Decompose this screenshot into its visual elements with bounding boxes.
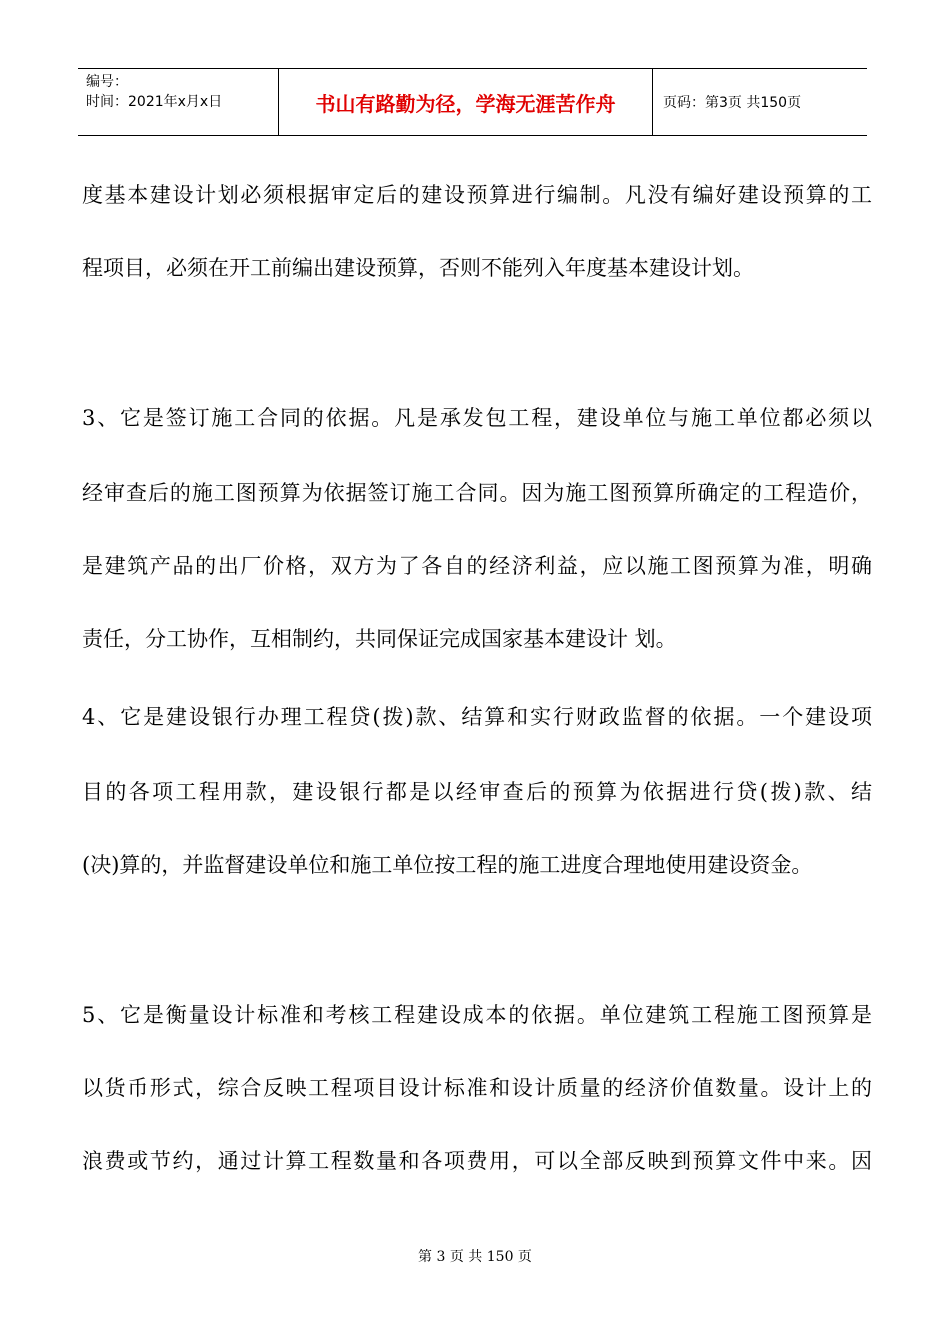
header-motto: 书山有路勤为径，学海无涯苦作舟 [279, 69, 653, 135]
page-footer: 第 3 页 共 150 页 [418, 1249, 532, 1265]
header-meta [78, 69, 279, 135]
number-label: 编号： [86, 74, 128, 90]
text-line: 以货币形式，综合反映工程项目设计标准和设计质量的经济价值数量。设计上的 [82, 1076, 872, 1100]
text-line: 责任，分工协作，互相制约，共同保证完成国家基本建设计 划。 [82, 627, 677, 651]
page-header [78, 68, 867, 136]
paragraph-3 [82, 705, 872, 878]
text-line: 3、它是签订施工合同的依据。凡是承发包工程，建设单位与施工单位都必须以 [82, 406, 872, 430]
paragraph-4 [82, 1003, 872, 1174]
text-line: 度基本建设计划必须根据审定后的建设预算进行编制。凡没有编好建设预算的工 [82, 183, 872, 207]
text-line: 浪费或节约，通过计算工程数量和各项费用，可以全部反映到预算文件中来。因 [82, 1149, 872, 1173]
text-line: 程项目，必须在开工前编出建设预算，否则不能列入年度基本建设计划。 [82, 256, 754, 280]
text-line: 是建筑产品的出厂价格，双方为了各自的经济利益，应以施工图预算为准，明确 [82, 554, 872, 578]
header-page-info: 页码：第3页 共150页 [663, 95, 802, 111]
text-line: 5、它是衡量设计标准和考核工程建设成本的依据。单位建筑工程施工图预算是 [82, 1003, 872, 1027]
text-line: 4、它是建设银行办理工程贷(拨)款、结算和实行财政监督的依据。一个建设项 [82, 705, 872, 729]
text-line: 目的各项工程用款，建设银行都是以经审查后的预算为依据进行贷(拨)款、结 [82, 780, 872, 804]
time-label: 时间：2021年x月x日 [86, 94, 223, 110]
paragraph-2 [82, 406, 872, 652]
paragraph-1 [82, 183, 872, 281]
text-line: (决)算的，并监督建设单位和施工单位按工程的施工进度合理地使用建设资金。 [82, 853, 813, 877]
text-line: 经审查后的施工图预算为依据签订施工合同。因为施工图预算所确定的工程造价， [82, 481, 872, 505]
